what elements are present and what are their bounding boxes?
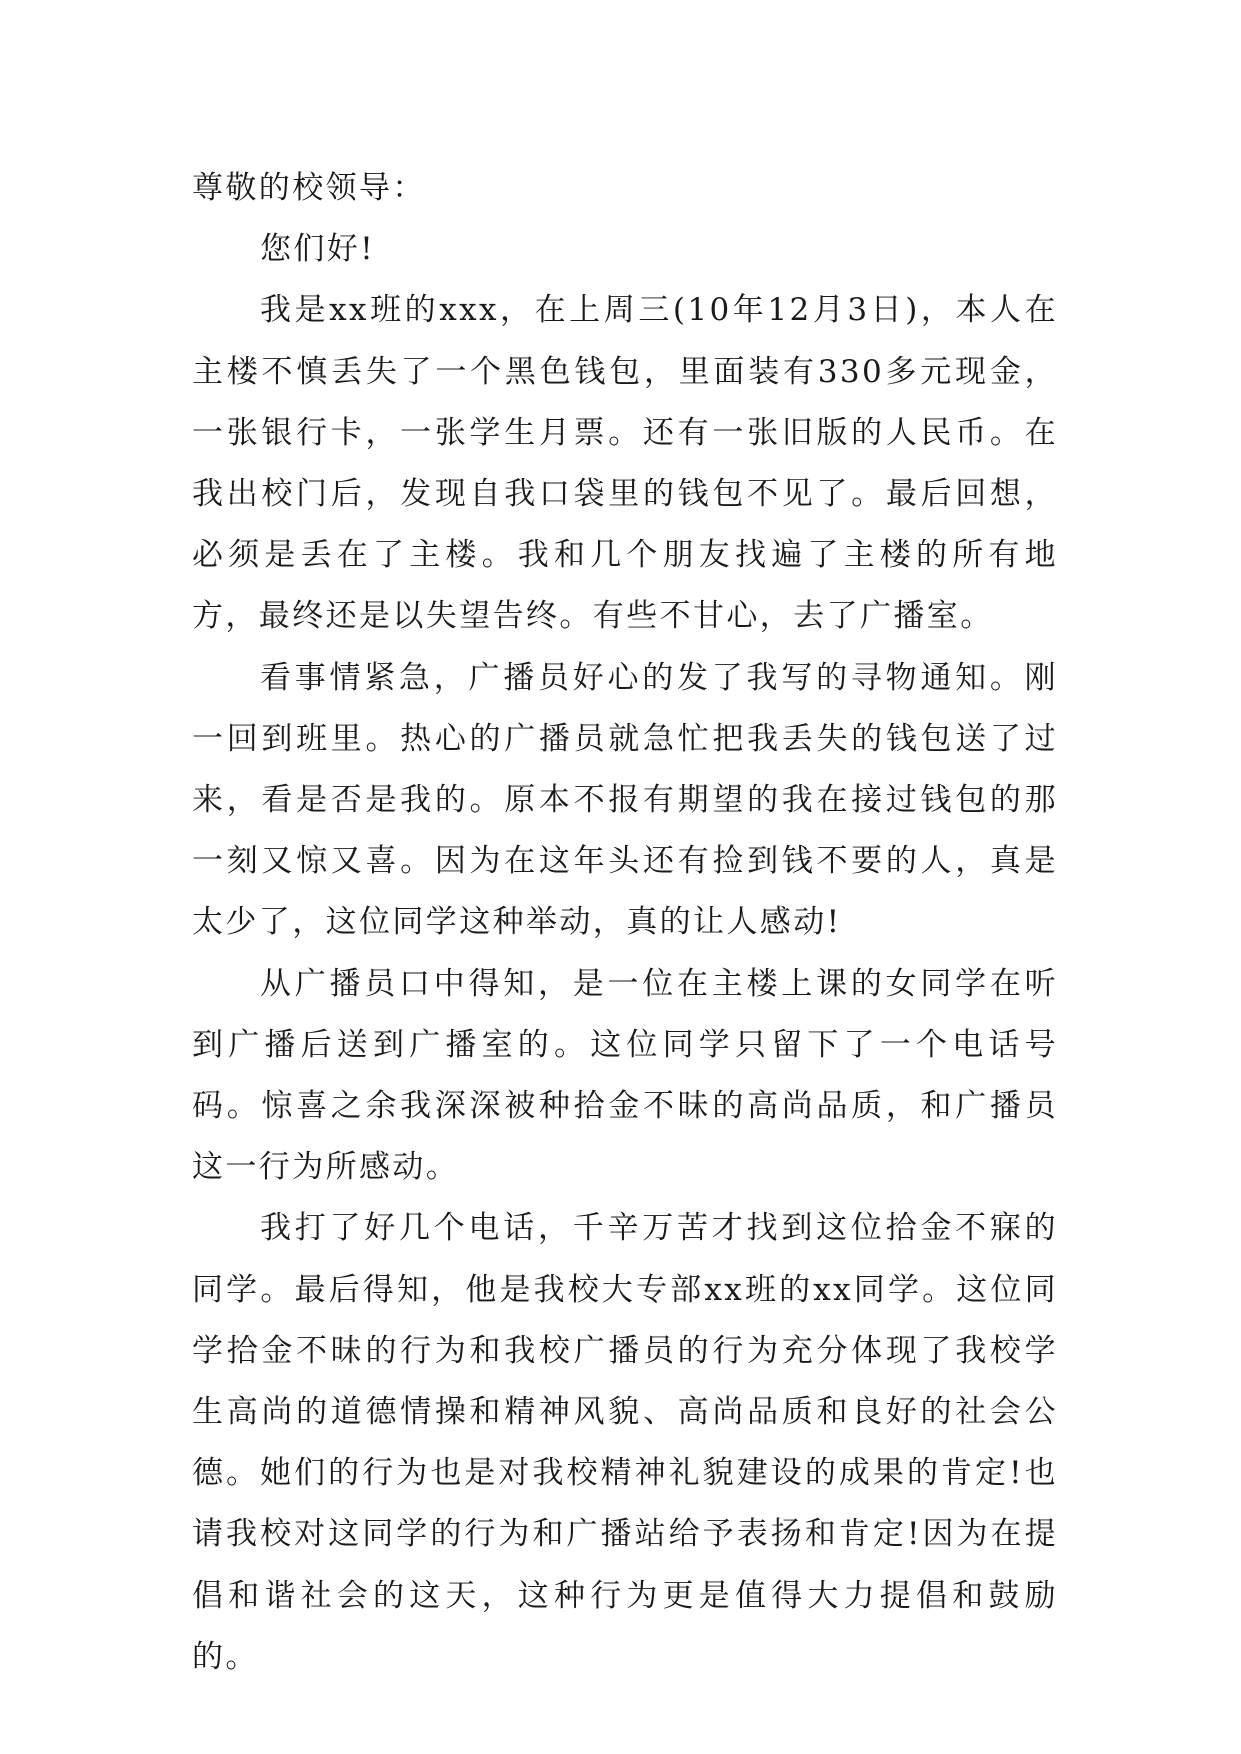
paragraph-praise: 我打了好几个电话，千辛万苦才找到这位拾金不寐的同学。最后得知，他是我校大专部xx班的xx同学。这位同学拾金不昧的行为和我校广播员的行为充分体现了我校学生高尚的道德情操和精神风貌、高尚品质和良好的社会公德。她们的行为也是对我校精神礼貌建设的成果的肯定!也请我校对这同学的行为和广播站给予表扬和肯定!因为在提倡和谐社会的这天，这种行为更是值得大力提倡和鼓励的。 — [192, 1210, 1058, 1675]
paragraph-lost-wallet: 我是xx班的xxx，在上周三(10年12月3日)，本人在主楼不慎丢失了一个黑色钱包，里面装有330多元现金，一张银行卡，一张学生月票。还有一张旧版的人民币。在我出校门后，发现自我口袋里的钱包不见了。最后回想，必须是丢在了主楼。我和几个朋友找遍了主楼的所有地方，最终还是以失望告终。有些不甘心，去了广播室。 — [192, 292, 1058, 635]
letter-body — [192, 158, 1058, 1688]
greeting: 您们好! — [260, 231, 376, 268]
paragraph-finder: 从广播员口中得知，是一位在主楼上课的女同学在听到广播后送到广播室的。这位同学只留下了一个电话号码。惊喜之余我深深被种拾金不昧的高尚品质，和广播员这一行为所感动。 — [192, 965, 1058, 1186]
salutation: 尊敬的校领导： — [192, 170, 426, 206]
paragraph-broadcast: 看事情紧急，广播员好心的发了我写的寻物通知。刚一回到班里。热心的广播员就急忙把我丢失的钱包送了过来，看是否是我的。原本不报有期望的我在接过钱包的那一刻又惊又喜。因为在这年头还有捡到钱不要的人，真是太少了，这位同学这种举动，真的让人感动! — [192, 659, 1058, 941]
